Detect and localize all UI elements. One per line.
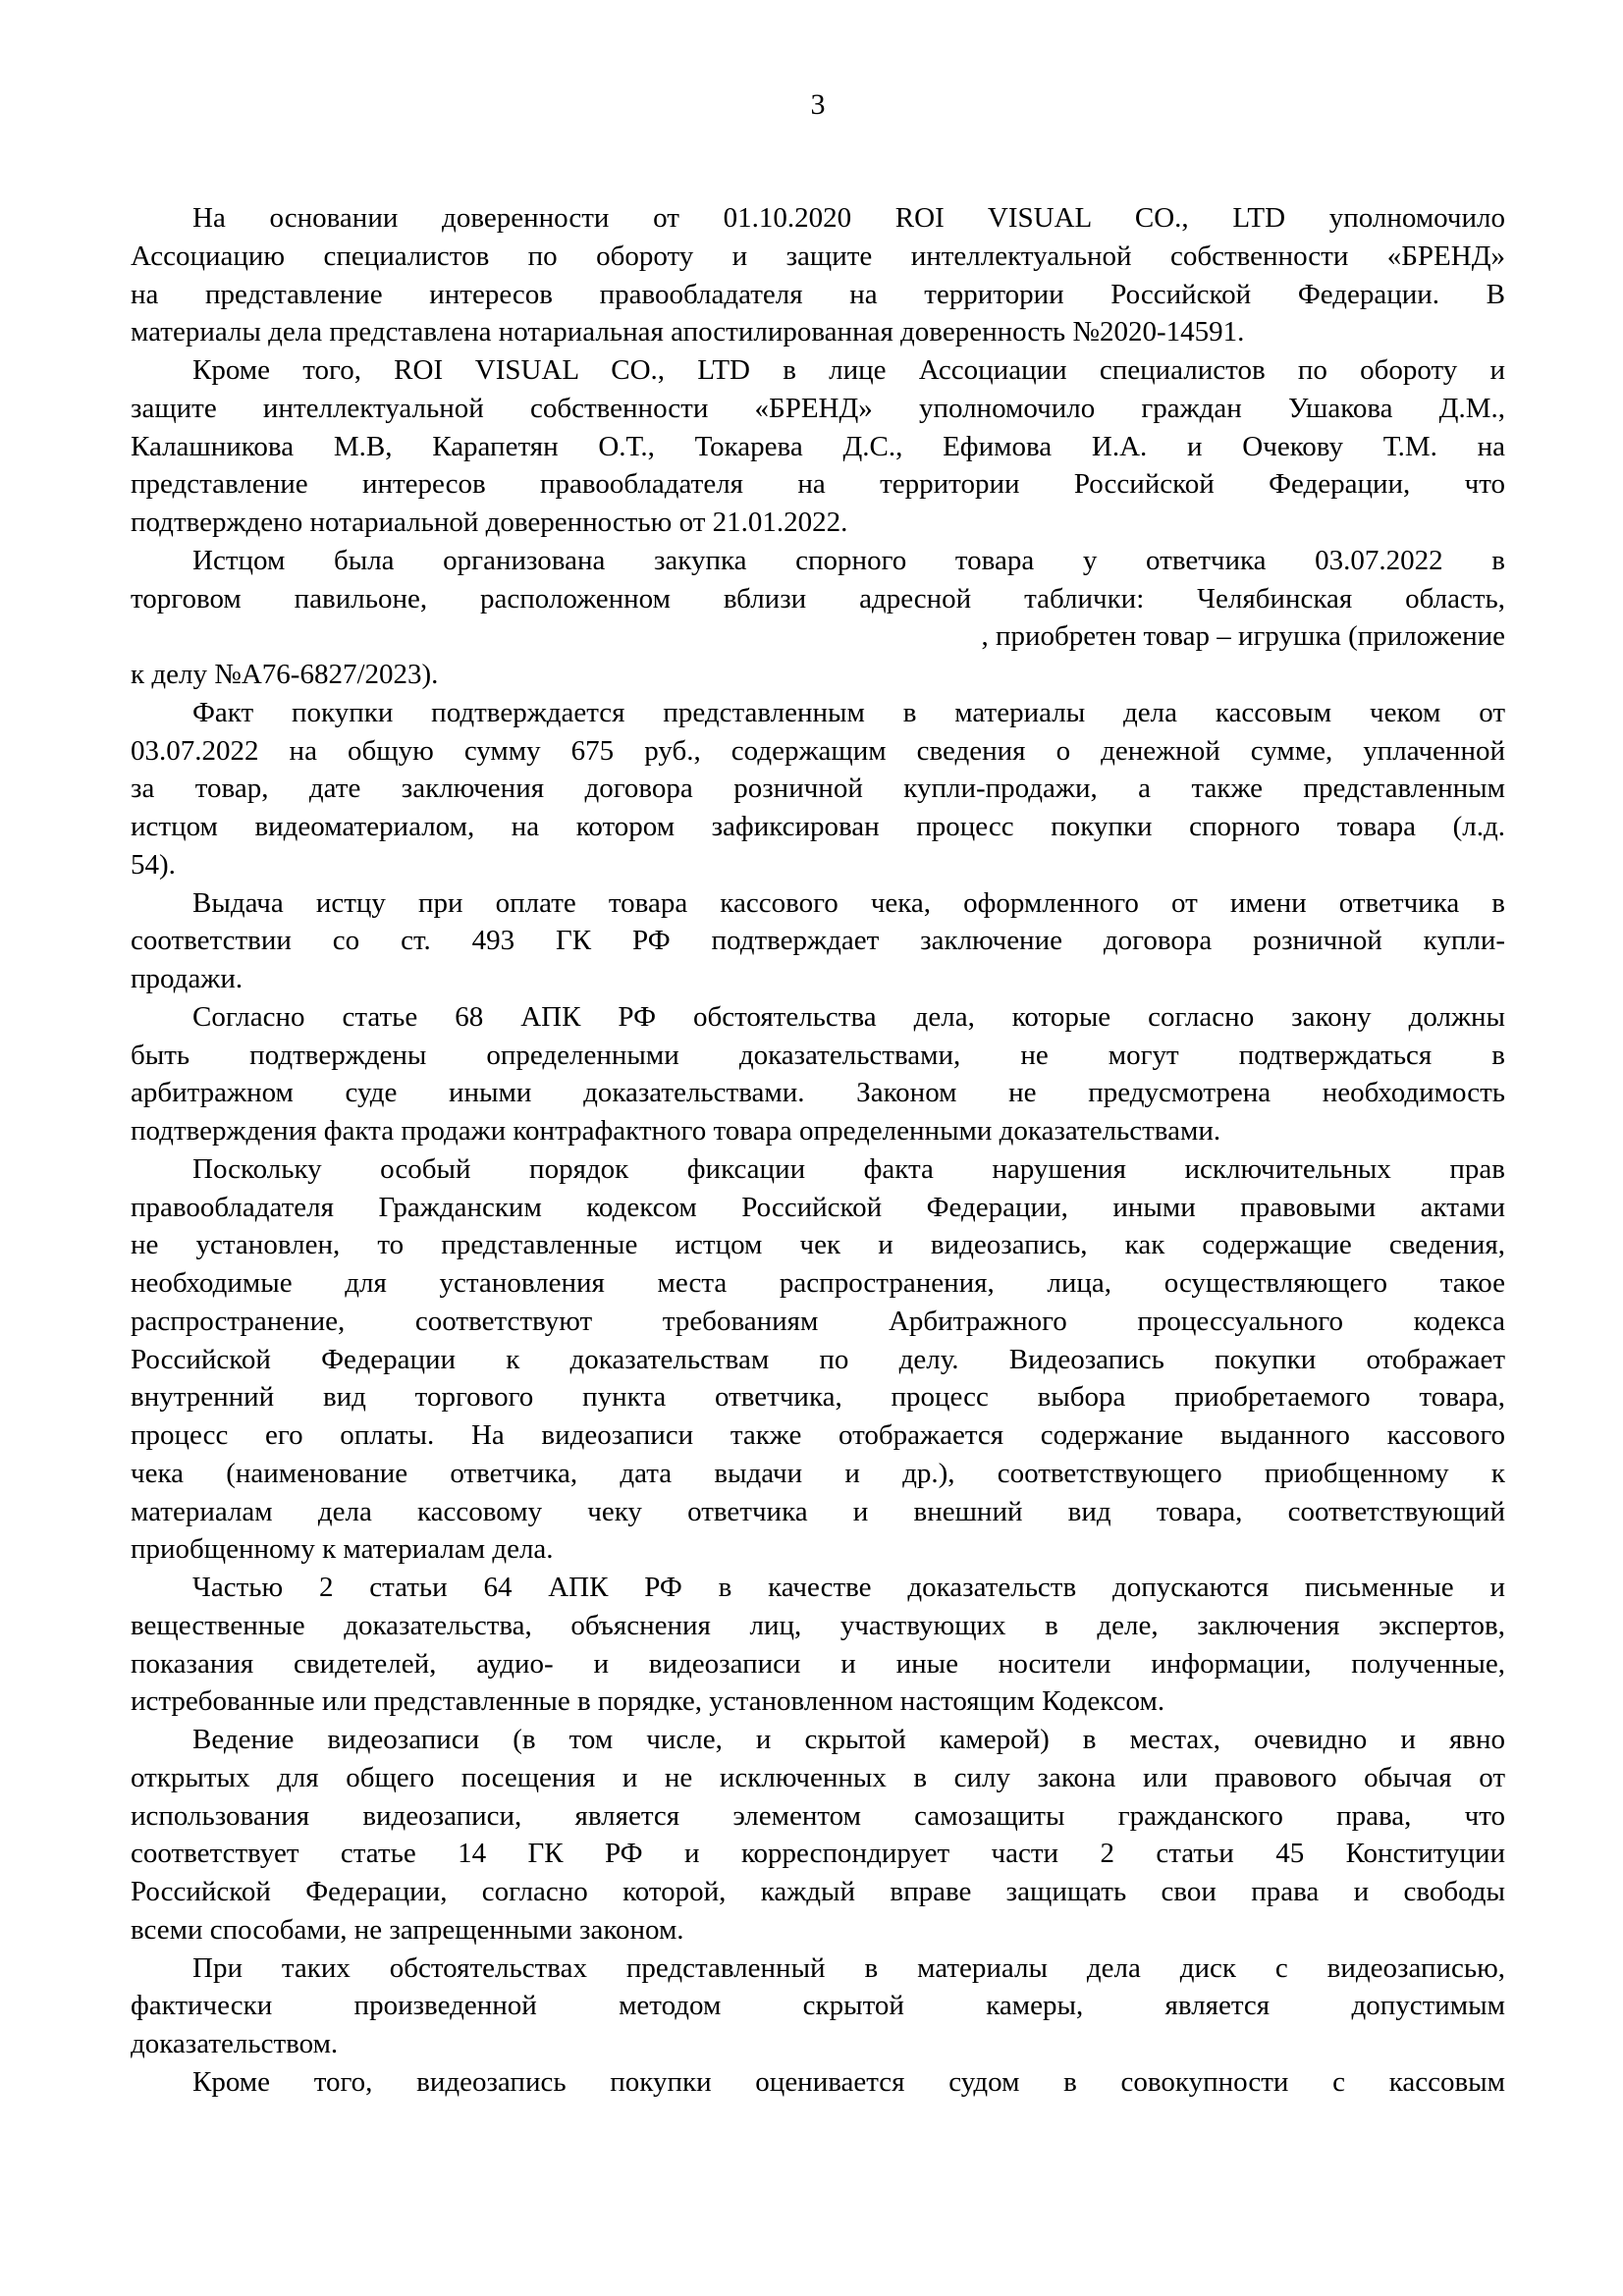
text-line: материалам дела кассовому чеку ответчика и внешний вид товара, соответствующий bbox=[131, 1495, 1505, 1527]
text-line: Ассоциацию специалистов по обороту и защите интеллектуальной собственности «БРЕНД» bbox=[131, 240, 1505, 272]
text-line: чека (наименование ответчика, дата выдачи и др.), соответствующего приобщенному к bbox=[131, 1457, 1505, 1489]
text-line: истцом видеоматериалом, на котором зафиксирован процесс покупки спорного товара (л.д. bbox=[131, 811, 1505, 842]
text-line: торговом павильоне, расположенном вблизи адресной таблички: Челябинская область, bbox=[131, 582, 1505, 614]
text-line: быть подтверждены определенными доказательствами, не могут подтверждаться в bbox=[131, 1039, 1505, 1071]
text-line: Факт покупки подтверждается представленным в материалы дела кассовым чеком от bbox=[192, 696, 1505, 728]
paragraph bbox=[131, 1949, 1505, 2063]
text-line: 54). bbox=[131, 848, 176, 881]
text-line: соответствии со ст. 493 ГК РФ подтверждает заключение договора розничной купли- bbox=[131, 925, 1505, 957]
text-line: Российской Федерации, согласно которой, каждый вправе защищать свои права и свободы bbox=[131, 1876, 1505, 1907]
text-line: Согласно статье 68 АПК РФ обстоятельства дела, которые согласно закону должны bbox=[192, 1000, 1505, 1033]
paragraph bbox=[131, 1569, 1505, 1721]
text-line: Поскольку особый порядок фиксации факта нарушения исключительных прав bbox=[192, 1152, 1505, 1185]
text-line: правообладателя Гражданским кодексом Российской Федерации, иными правовыми актами bbox=[131, 1191, 1505, 1223]
text-line: Частью 2 статьи 64 АПК РФ в качестве доказательств допускаются письменные и bbox=[192, 1572, 1505, 1603]
paragraph bbox=[131, 998, 1505, 1150]
text-line: подтверждения факта продажи контрафактного товара определенными доказательствами. bbox=[131, 1115, 1221, 1147]
text-line: Российской Федерации к доказательствам по делу. Видеозапись покупки отображает bbox=[131, 1343, 1505, 1375]
text-line: приобщенному к материалам дела. bbox=[131, 1533, 554, 1566]
text-line: открытых для общего посещения и не исключенных в силу закона или правового обычая от bbox=[131, 1761, 1505, 1793]
paragraph bbox=[131, 1721, 1505, 1949]
text-line: доказательством. bbox=[131, 2028, 339, 2059]
text-line: При таких обстоятельствах представленный в материалы дела диск с видеозаписью, bbox=[192, 1951, 1505, 1984]
text-line: всеми способами, не запрещенными законом. bbox=[131, 1913, 684, 1946]
paragraph bbox=[131, 694, 1505, 884]
text-line: продажи. bbox=[131, 963, 243, 994]
text-line: арбитражном суде иными доказательствами. Законом не предусмотрена необходимость bbox=[131, 1077, 1505, 1109]
text-line: соответствует статье 14 ГК РФ и корреспондирует части 2 статьи 45 Конституции bbox=[131, 1838, 1505, 1870]
text-line: не установлен, то представленные истцом чек и видеозапись, как содержащие сведения, bbox=[131, 1229, 1505, 1261]
text-line: к делу №А76-6827/2023). bbox=[131, 659, 439, 690]
text-line: вещественные доказательства, объяснения лиц, участвующих в деле, заключения экспертов, bbox=[131, 1609, 1505, 1641]
paragraph bbox=[131, 1150, 1505, 1569]
text-line: внутренний вид торгового пункта ответчика, процесс выбора приобретаемого товара, bbox=[131, 1381, 1505, 1414]
text-line: процесс его оплаты. На видеозаписи также отображается содержание выданного кассового bbox=[131, 1419, 1505, 1451]
paragraph bbox=[131, 884, 1505, 998]
text-line: , приобретен товар – игрушка (приложение bbox=[981, 620, 1505, 653]
text-line: показания свидетелей, аудио- и видеозаписи и иные носители информации, полученные, bbox=[131, 1647, 1505, 1680]
text-line: фактически произведенной методом скрытой камеры, является допустимым bbox=[131, 1990, 1505, 2022]
text-line: подтверждено нотариальной доверенностью от 21.01.2022. bbox=[131, 507, 848, 538]
text-line: материалы дела представлена нотариальная апостилированная доверенность №2020-14591. bbox=[131, 316, 1245, 348]
text-line: на представление интересов правообладателя на территории Российской Федерации. В bbox=[131, 278, 1505, 310]
paragraph bbox=[131, 199, 1505, 351]
text-line: На основании доверенности от 01.10.2020 ROI VISUAL CO., LTD уполномочило bbox=[192, 202, 1505, 234]
document-body bbox=[131, 199, 1505, 2102]
text-line: Калашникова М.В, Карапетян О.Т., Токарева Д.С., Ефимова И.А. и Очекову Т.М. на bbox=[131, 430, 1505, 462]
text-line: за товар, дате заключения договора розничной купли-продажи, а также представленным bbox=[131, 773, 1505, 805]
text-line: Истцом была организована закупка спорного товара у ответчика 03.07.2022 в bbox=[192, 544, 1505, 576]
text-line: распространение, соответствуют требованиям Арбитражного процессуального кодекса bbox=[131, 1305, 1505, 1337]
text-line: использования видеозаписи, является элементом самозащиты гражданского права, что bbox=[131, 1799, 1505, 1832]
text-line: Кроме того, ROI VISUAL CO., LTD в лице Ассоциации специалистов по обороту и bbox=[192, 354, 1505, 386]
text-line: 03.07.2022 на общую сумму 675 руб., содержащим сведения о денежной сумме, уплаченной bbox=[131, 734, 1505, 767]
text-line: Выдача истцу при оплате товара кассового чека, оформленного от имени ответчика в bbox=[192, 886, 1505, 919]
text-line: представление интересов правообладателя на территории Российской Федерации, что bbox=[131, 468, 1505, 501]
paragraph bbox=[131, 351, 1505, 542]
text-line: истребованные или представленные в порядке, установленном настоящим Кодексом. bbox=[131, 1685, 1165, 1718]
text-line: защите интеллектуальной собственности «БРЕНД» уполномочило граждан Ушакова Д.М., bbox=[131, 392, 1505, 424]
paragraph bbox=[131, 542, 1505, 694]
paragraph bbox=[131, 2063, 1505, 2102]
text-line: Ведение видеозаписи (в том числе, и скрытой камерой) в местах, очевидно и явно bbox=[192, 1724, 1505, 1755]
text-line: Кроме того, видеозапись покупки оценивается судом в совокупности с кассовым bbox=[192, 2065, 1505, 2098]
text-line: необходимые для установления места распространения, лица, осуществляющего такое bbox=[131, 1267, 1505, 1299]
page-number: 3 bbox=[810, 88, 826, 121]
